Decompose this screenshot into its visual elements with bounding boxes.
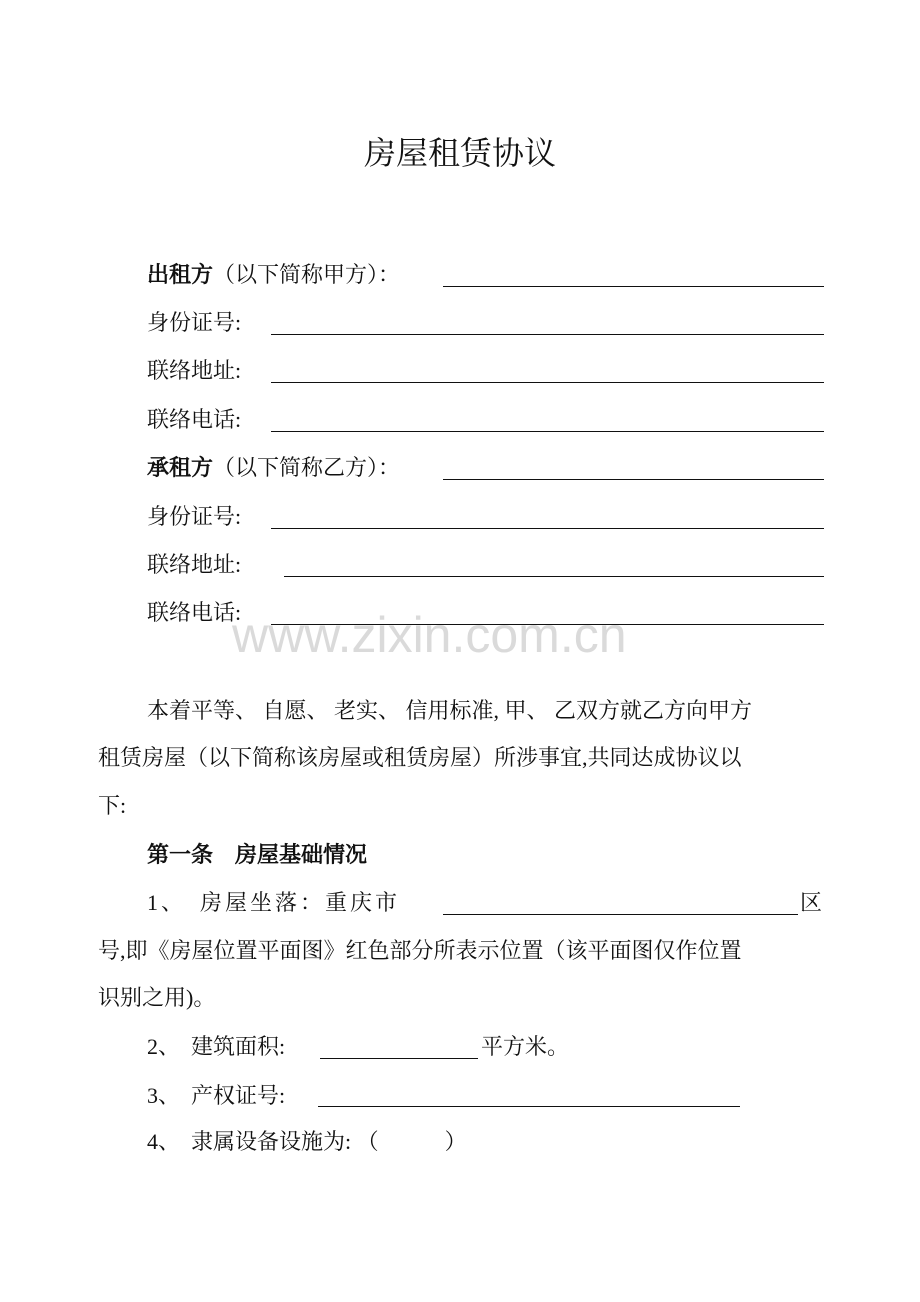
lessor-id-label: 身份证号: <box>147 310 242 335</box>
item-1-suffix: 区 <box>800 890 823 915</box>
title-certificate-field[interactable] <box>318 1106 740 1107</box>
lessee-phone-label: 联络电话: <box>147 600 242 625</box>
lessee-id-field[interactable] <box>271 528 824 529</box>
item-2-suffix: 平方米。 <box>481 1034 570 1059</box>
document-title: 房屋租赁协议 <box>363 135 556 171</box>
intro-line-3: 下: <box>98 793 127 818</box>
lessee-address-label: 联络地址: <box>147 552 242 577</box>
lessor-id-field[interactable] <box>271 334 824 335</box>
area-field[interactable] <box>320 1058 478 1059</box>
item-1-line-2: 号,即《房屋位置平面图》红色部分所表示位置（该平面图仅作位置 <box>98 938 742 963</box>
lessor-note: （以下简称甲方）： <box>213 262 401 287</box>
lessee-note: （以下简称乙方）： <box>213 455 401 480</box>
item-2-prefix: 2、 建筑面积: <box>147 1034 286 1059</box>
intro-line-1: 本着平等、 自愿、 老实、 信用标准, 甲、 乙双方就乙方向甲方 <box>147 698 753 723</box>
item-4: 4、 隶属设备设施为: （ ） <box>147 1129 467 1154</box>
lessor-label: 出租方 <box>147 262 214 287</box>
lessor-row <box>147 260 400 290</box>
item-1-prefix: 1、 房屋坐落：重庆市 <box>147 890 401 915</box>
lessee-label: 承租方 <box>147 455 214 480</box>
watermark: www.zixin.com.cn <box>232 607 627 663</box>
lessor-phone-field[interactable] <box>271 431 824 432</box>
intro-line-2: 租赁房屋（以下简称该房屋或租赁房屋）所涉事宜,共同达成协议以 <box>98 745 742 770</box>
lessee-row <box>147 453 400 483</box>
lessee-address-field[interactable] <box>284 576 824 577</box>
lessee-id-label: 身份证号: <box>147 504 242 529</box>
lessor-address-field[interactable] <box>271 382 824 383</box>
lessor-name-field[interactable] <box>443 286 824 287</box>
lessor-address-label: 联络地址: <box>147 358 242 383</box>
lessee-phone-field[interactable] <box>271 624 824 625</box>
item-3-prefix: 3、 产权证号: <box>147 1083 286 1108</box>
lessor-phone-label: 联络电话: <box>147 407 242 432</box>
location-field[interactable] <box>443 914 798 915</box>
item-1-line-3: 识别之用)。 <box>98 985 216 1010</box>
lessee-name-field[interactable] <box>443 479 824 480</box>
article-1-heading: 第一条 房屋基础情况 <box>147 842 368 867</box>
